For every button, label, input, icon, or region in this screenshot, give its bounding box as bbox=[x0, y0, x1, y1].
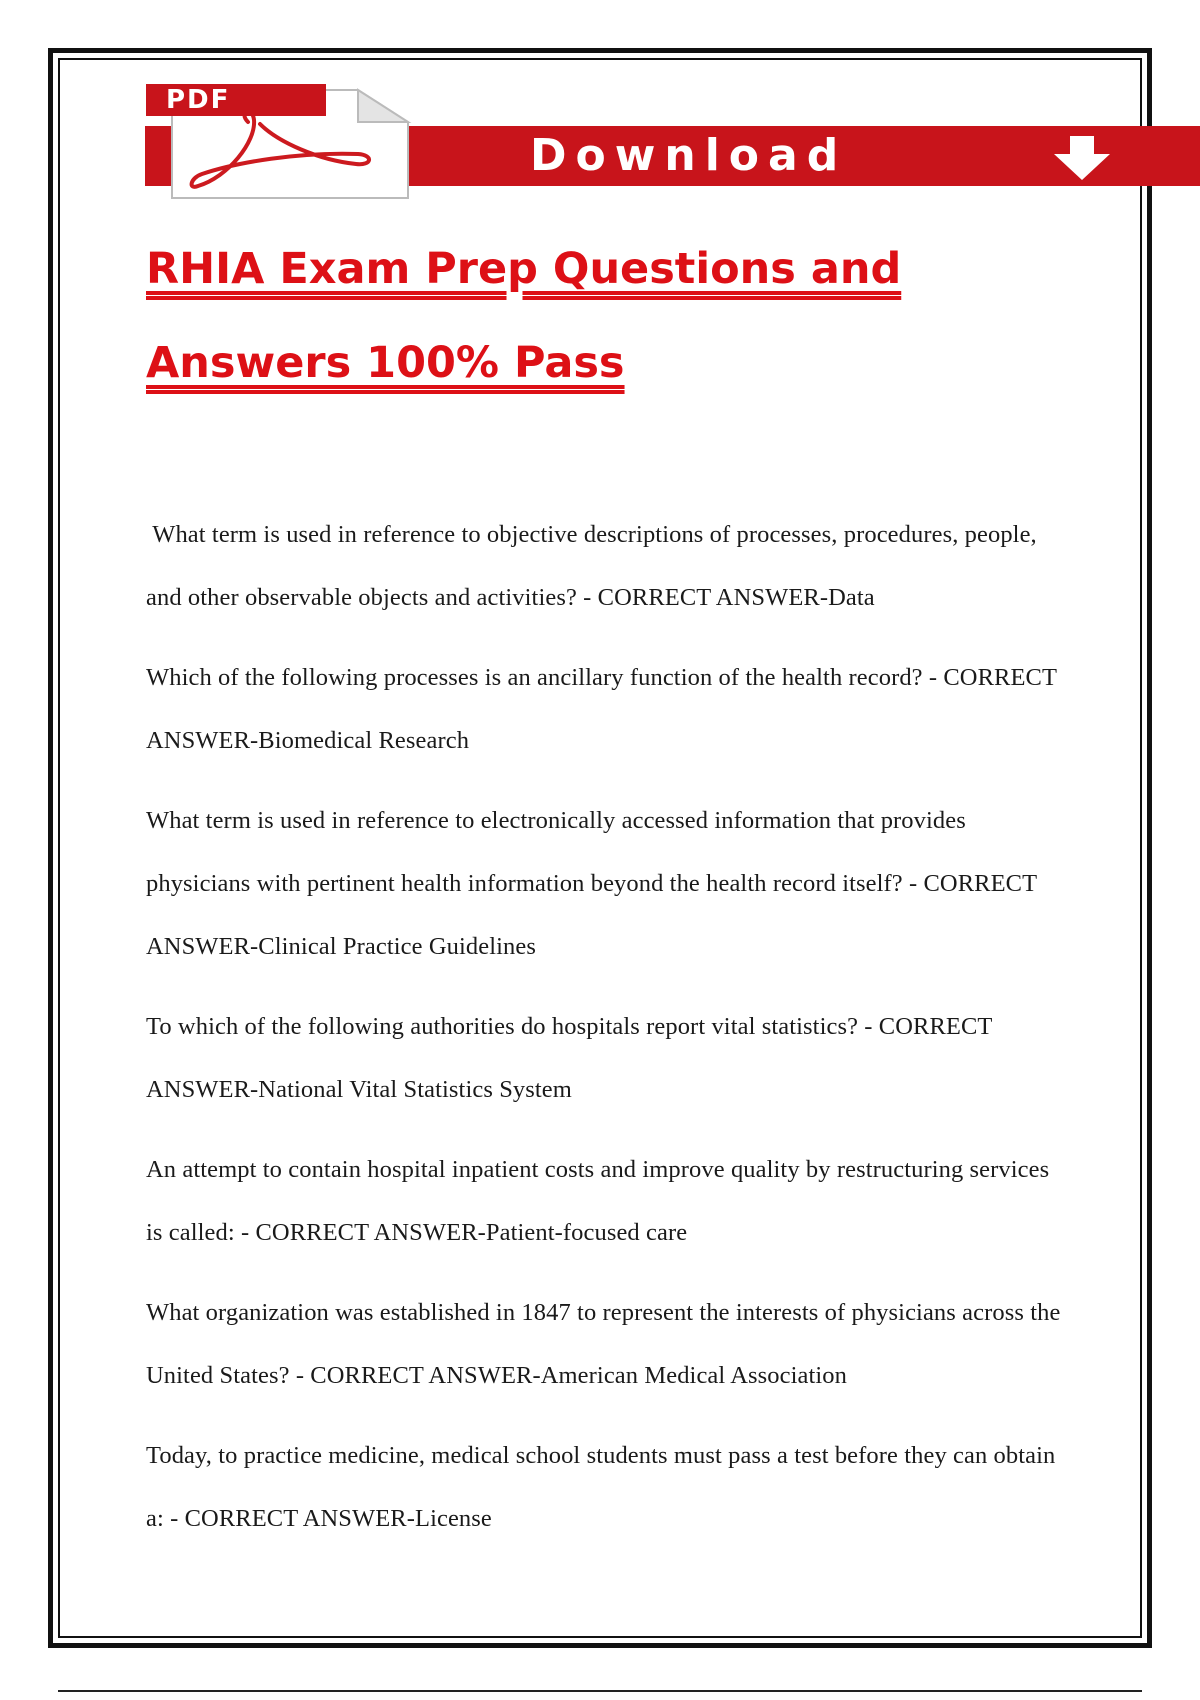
qa-item: Today, to practice medicine, medical school students must pass a test before they can obtain a: - CORRECT ANSWER-License bbox=[146, 1442, 1056, 1532]
qa-item: What term is used in reference to objective descriptions of processes, procedures, people, and other observable objects and activities? - CORRECT ANSWER-Data bbox=[146, 521, 1044, 611]
qa-item: What term is used in reference to electronically accessed information that provides physicians with pertinent health information beyond the health record itself? - CORRECT ANSWER-Clinical Practice Guidelines bbox=[146, 807, 1037, 960]
qa-item: To which of the following authorities do hospitals report vital statistics? - CORRECT ANSWER-National Vital Statistics System bbox=[146, 1013, 993, 1103]
download-arrow-icon[interactable] bbox=[1052, 136, 1112, 180]
document-title-line2: Answers 100% Pass bbox=[146, 338, 625, 388]
qa-item: An attempt to contain hospital inpatient costs and improve quality by restructuring services is called: - CORRECT ANSWER-Patient-focused care bbox=[146, 1156, 1050, 1246]
qa-item: What organization was established in 1847 to represent the interests of physicians across the United States? - CORRECT ANSWER-American Medical Association bbox=[146, 1299, 1061, 1389]
download-label[interactable]: Download bbox=[530, 130, 848, 181]
document-title-line1: RHIA Exam Prep Questions and bbox=[146, 244, 902, 294]
pdf-label: PDF bbox=[146, 84, 326, 116]
qa-item: Which of the following processes is an ancillary function of the health record? - CORRECT ANSWER-Biomedical Research bbox=[146, 664, 1057, 754]
bottom-rule bbox=[58, 1690, 1142, 1692]
